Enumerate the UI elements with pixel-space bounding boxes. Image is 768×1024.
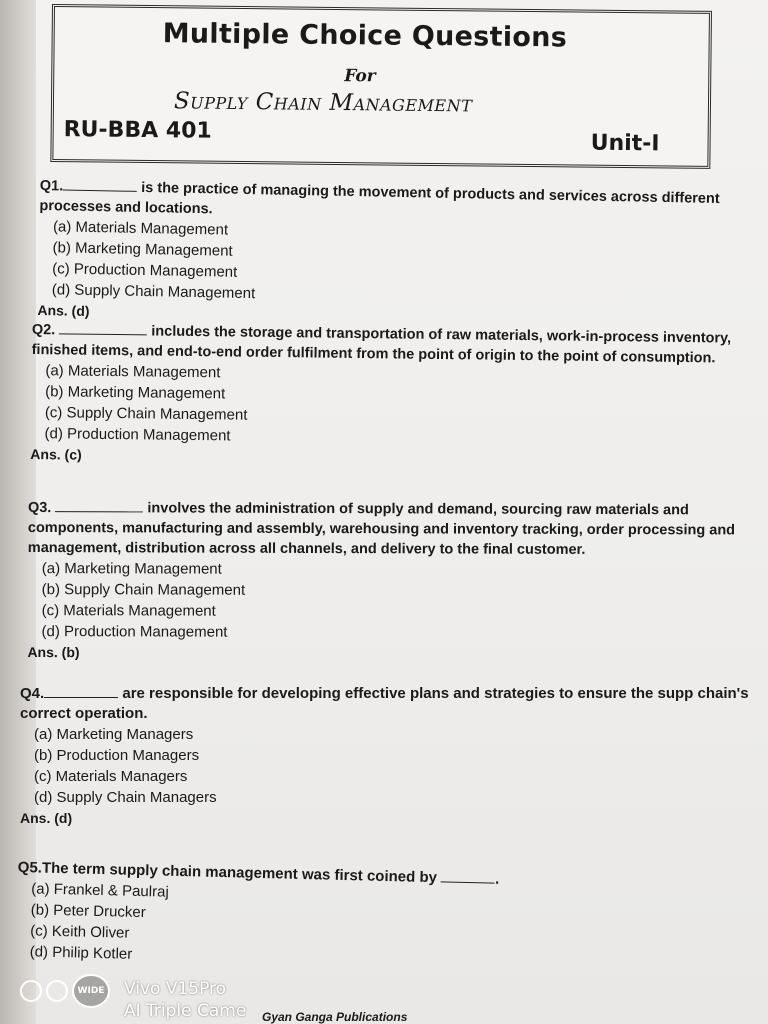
course-code: RU-BBA 401 [63, 117, 212, 144]
option-c: (c) Materials Managers [34, 768, 188, 785]
option-a: (a) Marketing Managers [34, 726, 194, 743]
answer: Ans. (c) [30, 445, 82, 463]
option-d: (d) Supply Chain Managers [34, 789, 217, 806]
option-a: (a) Frankel & Paulraj [31, 880, 169, 901]
camera-lens-icon [20, 980, 42, 1002]
watermark-camera: AI Triple Came [124, 1001, 247, 1021]
option-b: (b) Marketing Management [52, 239, 233, 260]
question-5: Q5.The term supply chain management was first coined by . (a) Frankel & Paulraj (b) Peter Drucker (c) Keith Oliver (d) Philip Kotler [15, 858, 717, 979]
question-number: Q4. [20, 685, 45, 702]
option-b: (b) Supply Chain Management [41, 581, 246, 599]
option-c: (c) Production Management [52, 260, 238, 281]
question-text: involves the administration of supply and demand, sourcing raw materials and components, manufacturing and assembly, warehousing and inventory tracking, order processing and management, distribution across all channels, and delivery to the final customer. [27, 500, 736, 558]
answer-blank [441, 869, 495, 883]
question-3 [27, 498, 754, 665]
option-a: (a) Marketing Management [41, 560, 222, 578]
camera-watermark [20, 974, 110, 1008]
answer-blank [59, 321, 147, 335]
option-c: (c) Materials Management [41, 602, 216, 620]
option-d: (d) Production Management [44, 425, 231, 445]
question-number: Q1. [39, 177, 64, 195]
answer: Ans. (d) [20, 810, 73, 826]
answer: Ans. (d) [37, 301, 90, 319]
unit-label: Unit-I [590, 130, 660, 157]
option-d: (d) Philip Kotler [29, 943, 133, 963]
answer-blank [63, 177, 137, 191]
option-c: (c) Supply Chain Management [44, 404, 248, 424]
title-box [50, 4, 712, 169]
option-a: (a) Materials Management [45, 362, 221, 382]
title-for: For [344, 66, 376, 87]
option-b: (b) Marketing Management [45, 383, 226, 403]
document-title: Multiple Choice Questions [162, 18, 568, 54]
option-a: (a) Materials Management [52, 218, 229, 239]
answer-blank [55, 499, 143, 512]
question-text: are responsible for developing effective plans and strategies to ensure the supp chain's correct operation. [20, 685, 749, 722]
camera-lens-icon [46, 980, 68, 1002]
question-number: Q5. [17, 858, 43, 877]
answer: Ans. (b) [27, 643, 80, 661]
question-text: is the practice of managing the movement of products and services across different processes and locations. [39, 179, 720, 218]
question-4 [20, 684, 756, 828]
question-number: Q3. [27, 500, 52, 517]
question-2 [30, 320, 738, 473]
option-d: (d) Production Management [41, 623, 228, 641]
subject-title: Supply Chain Management [173, 88, 473, 118]
question-number: Q2. [31, 321, 56, 339]
publisher-footer: Gyan Ganga Publications [262, 1010, 408, 1024]
answer-blank [44, 685, 118, 698]
option-d: (d) Supply Chain Management [51, 281, 256, 303]
question-text: includes the storage and transportation of raw materials, work-in-process inventory, finished items, and end-to-end order fulfilment from the point of origin to the point of consumption. [31, 323, 732, 367]
option-c: (c) Keith Oliver [30, 922, 130, 942]
camera-watermark-text [124, 978, 246, 1022]
watermark-model: Vivo V15Pro [124, 979, 227, 999]
wide-badge: WIDE [72, 974, 110, 1008]
option-b: (b) Production Managers [34, 747, 200, 764]
question-text: The term supply chain management was first coined by [41, 859, 438, 887]
question-1 [37, 176, 730, 333]
option-b: (b) Peter Drucker [30, 901, 146, 922]
